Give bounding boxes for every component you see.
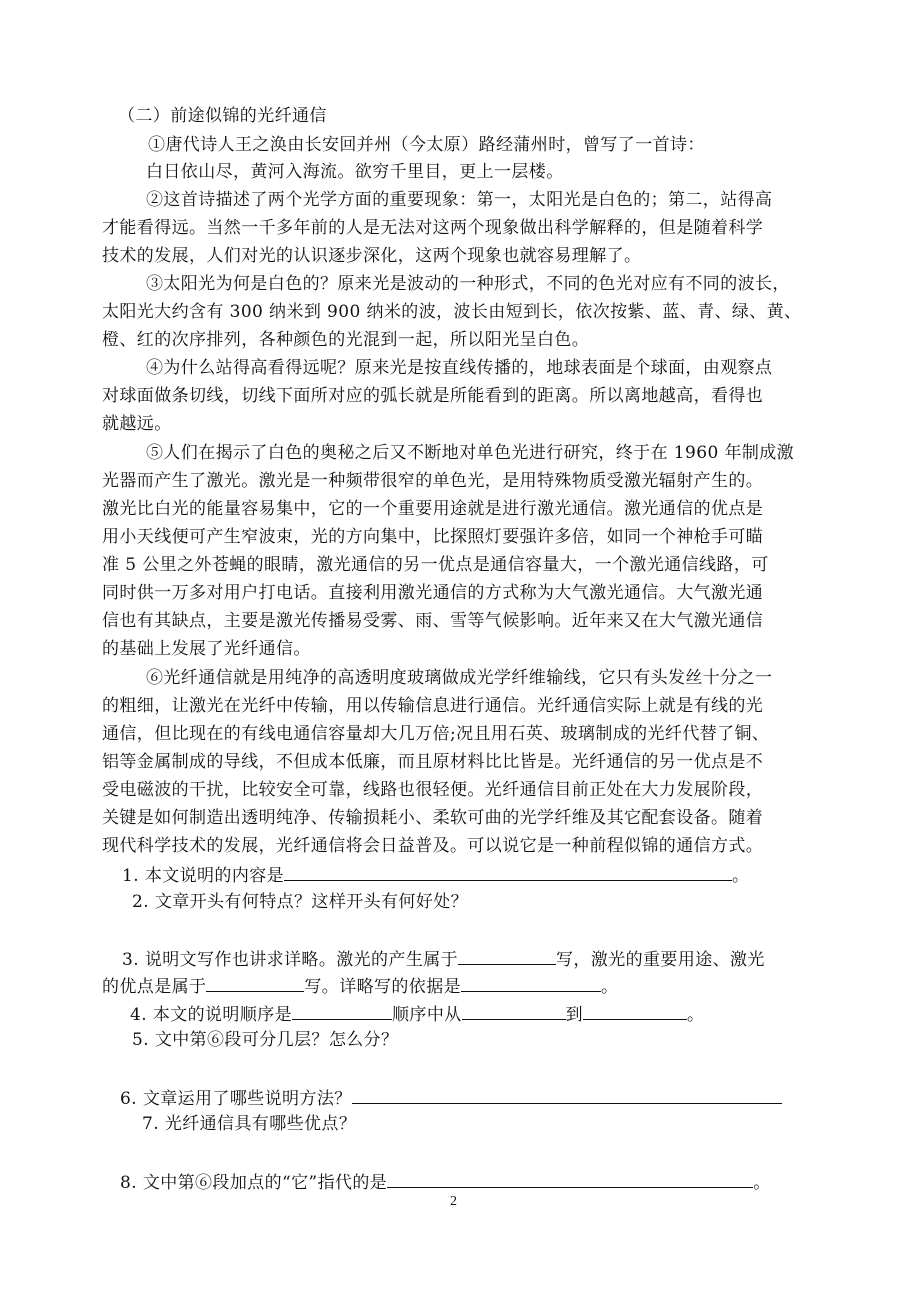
question-3-text-a: 3. 说明文写作也讲求详略。激光的产生属于 xyxy=(122,950,459,970)
paragraph-4-line-3: 就越远。 xyxy=(102,414,172,434)
paragraph-5-line-5: 准 5 公里之外苍蝇的眼睛，激光通信的另一优点是通信容量大，一个激光通信线路，可 xyxy=(102,555,769,575)
paragraph-4-line-1: ④为什么站得高看得远呢？原来光是按直线传播的，地球表面是个球面，由观察点 xyxy=(146,358,773,378)
answer-blank-q4-order[interactable] xyxy=(292,1001,392,1020)
paragraph-5-line-1: ⑤人们在揭示了白色的奥秘之后又不断地对单色光进行研究，终于在 1960 年制成激 xyxy=(146,443,795,463)
question-8-text: 8. 文中第⑥段加点的“它”指代的是 xyxy=(120,1173,388,1193)
question-3-end: 。 xyxy=(601,977,619,997)
paragraph-6-line-2: 的粗细，让激光在光纤中传输，用以传输信息进行通信。光纤通信实际上就是有线的光 xyxy=(102,696,764,716)
paragraph-5-line-7: 信也有其缺点，主要是激光传播易受雾、雨、雪等气候影响。近年来又在大气激光通信 xyxy=(102,611,764,631)
answer-blank-q8[interactable] xyxy=(387,1169,753,1188)
question-3-line-2 xyxy=(102,973,618,999)
answer-blank-q3-detail-2[interactable] xyxy=(206,973,304,992)
question-3-text-d: 写。详略写的依据是 xyxy=(304,977,462,997)
question-5: 5. 文中第⑥段可分几层？怎么分？ xyxy=(132,1030,399,1050)
question-6-text: 6. 文章运用了哪些说明方法？ xyxy=(120,1089,352,1109)
question-4-text-c: 到 xyxy=(565,1005,584,1025)
question-2: 2. 文章开头有何特点？这样开头有何好处？ xyxy=(132,892,469,912)
question-1-end: 。 xyxy=(732,866,750,886)
paragraph-5-line-8: 的基础上发展了光纤通信。 xyxy=(102,639,311,659)
answer-blank-q4-to[interactable] xyxy=(583,1001,687,1020)
paragraph-2-line-1: ②这首诗描述了两个光学方面的重要现象：第一，太阳光是白色的；第二，站得高 xyxy=(146,190,773,210)
paragraph-5-line-2: 光器而产生了激光。激光是一种频带很窄的单色光，是用特殊物质受激光辐射产生的。 xyxy=(102,471,764,491)
paragraph-6-line-5: 受电磁波的干扰，比较安全可靠，线路也很轻便。光纤通信目前正处在大力发展阶段， xyxy=(102,780,764,800)
page-number: 2 xyxy=(450,1194,457,1209)
question-4-text-a: 4. 本文的说明顺序是 xyxy=(130,1005,293,1025)
question-8 xyxy=(120,1169,771,1195)
answer-blank-q1[interactable] xyxy=(284,862,732,881)
paragraph-1: ①唐代诗人王之涣由长安回并州（今太原）路经蒲州时，曾写了一首诗： xyxy=(148,135,705,155)
paragraph-2-line-3: 技术的发展，人们对光的认识逐步深化，这两个现象也就容易理解了。 xyxy=(102,246,642,266)
paragraph-5-line-3: 激光比白光的能量容易集中，它的一个重要用途就是进行激光通信。激光通信的优点是 xyxy=(102,499,764,519)
question-6 xyxy=(120,1085,782,1111)
paragraph-6-line-6: 关键是如何制造出透明纯净、传输损耗小、柔软可曲的光学纤维及其它配套设备。随着 xyxy=(102,808,764,828)
question-3-line-1 xyxy=(122,946,765,972)
paragraph-5-line-4: 用小天线便可产生窄波束，光的方向集中，比探照灯要强许多倍，如同一个神枪手可瞄 xyxy=(102,527,764,547)
question-7: 7. 光纤通信具有哪些优点？ xyxy=(142,1114,357,1134)
question-3-text-b: 写，激光的重要用途、激光 xyxy=(556,950,765,970)
answer-blank-q3-basis[interactable] xyxy=(461,973,601,992)
paragraph-3-line-2: 太阳光大约含有 300 纳米到 900 纳米的波，波长由短到长，依次按紫、蓝、青、绿、黄、 xyxy=(102,302,802,322)
paragraph-6-line-3: 通信，但比现在的有线电通信容量却大几万倍;况且用石英、玻璃制成的光纤代替了铜、 xyxy=(102,724,770,744)
question-8-end: 。 xyxy=(753,1173,771,1193)
question-1 xyxy=(122,862,749,888)
paragraph-2-line-2: 才能看得远。当然一千多年前的人是无法对这两个现象做出科学解释的，但是随着科学 xyxy=(102,218,764,238)
paragraph-6-line-7: 现代科学技术的发展，光纤通信将会日益普及。可以说它是一种前程似锦的通信方式。 xyxy=(102,836,764,856)
question-4 xyxy=(130,1001,704,1027)
question-4-text-b: 顺序中从 xyxy=(392,1005,462,1025)
paragraph-5-line-6: 同时供一万多对用户打电话。直接利用激光通信的方式称为大气激光通信。大气激光通 xyxy=(102,583,764,603)
answer-blank-q4-from[interactable] xyxy=(462,1001,566,1020)
answer-blank-q3-detail-1[interactable] xyxy=(458,946,556,965)
question-3-text-c: 的优点是属于 xyxy=(102,977,207,997)
paragraph-6-line-4: 铝等金属制成的导线，不但成本低廉，而且原材料比比皆是。光纤通信的另一优点是不 xyxy=(102,752,764,772)
answer-blank-q6[interactable] xyxy=(352,1085,782,1104)
paragraph-6-line-1: ⑥光纤通信就是用纯净的高透明度玻璃做成光学纤维输线，它只有头发丝十分之一 xyxy=(146,668,773,688)
section-heading: （二）前途似锦的光纤通信 xyxy=(118,106,327,126)
question-1-text: 1. 本文说明的内容是 xyxy=(122,866,285,886)
paragraph-4-line-2: 对球面做条切线，切线下面所对应的弧长就是所能看到的距离。所以离地越高，看得也 xyxy=(102,386,764,406)
paragraph-3-line-1: ③太阳光为何是白色的？原来光是波动的一种形式，不同的色光对应有不同的波长， xyxy=(146,274,790,294)
question-4-end: 。 xyxy=(687,1005,705,1025)
poem-line: 白日依山尽，黄河入海流。欲穷千里目，更上一层楼。 xyxy=(146,162,564,182)
paragraph-3-line-3: 橙、红的次序排列，各种颜色的光混到一起，所以阳光呈白色。 xyxy=(102,330,590,350)
